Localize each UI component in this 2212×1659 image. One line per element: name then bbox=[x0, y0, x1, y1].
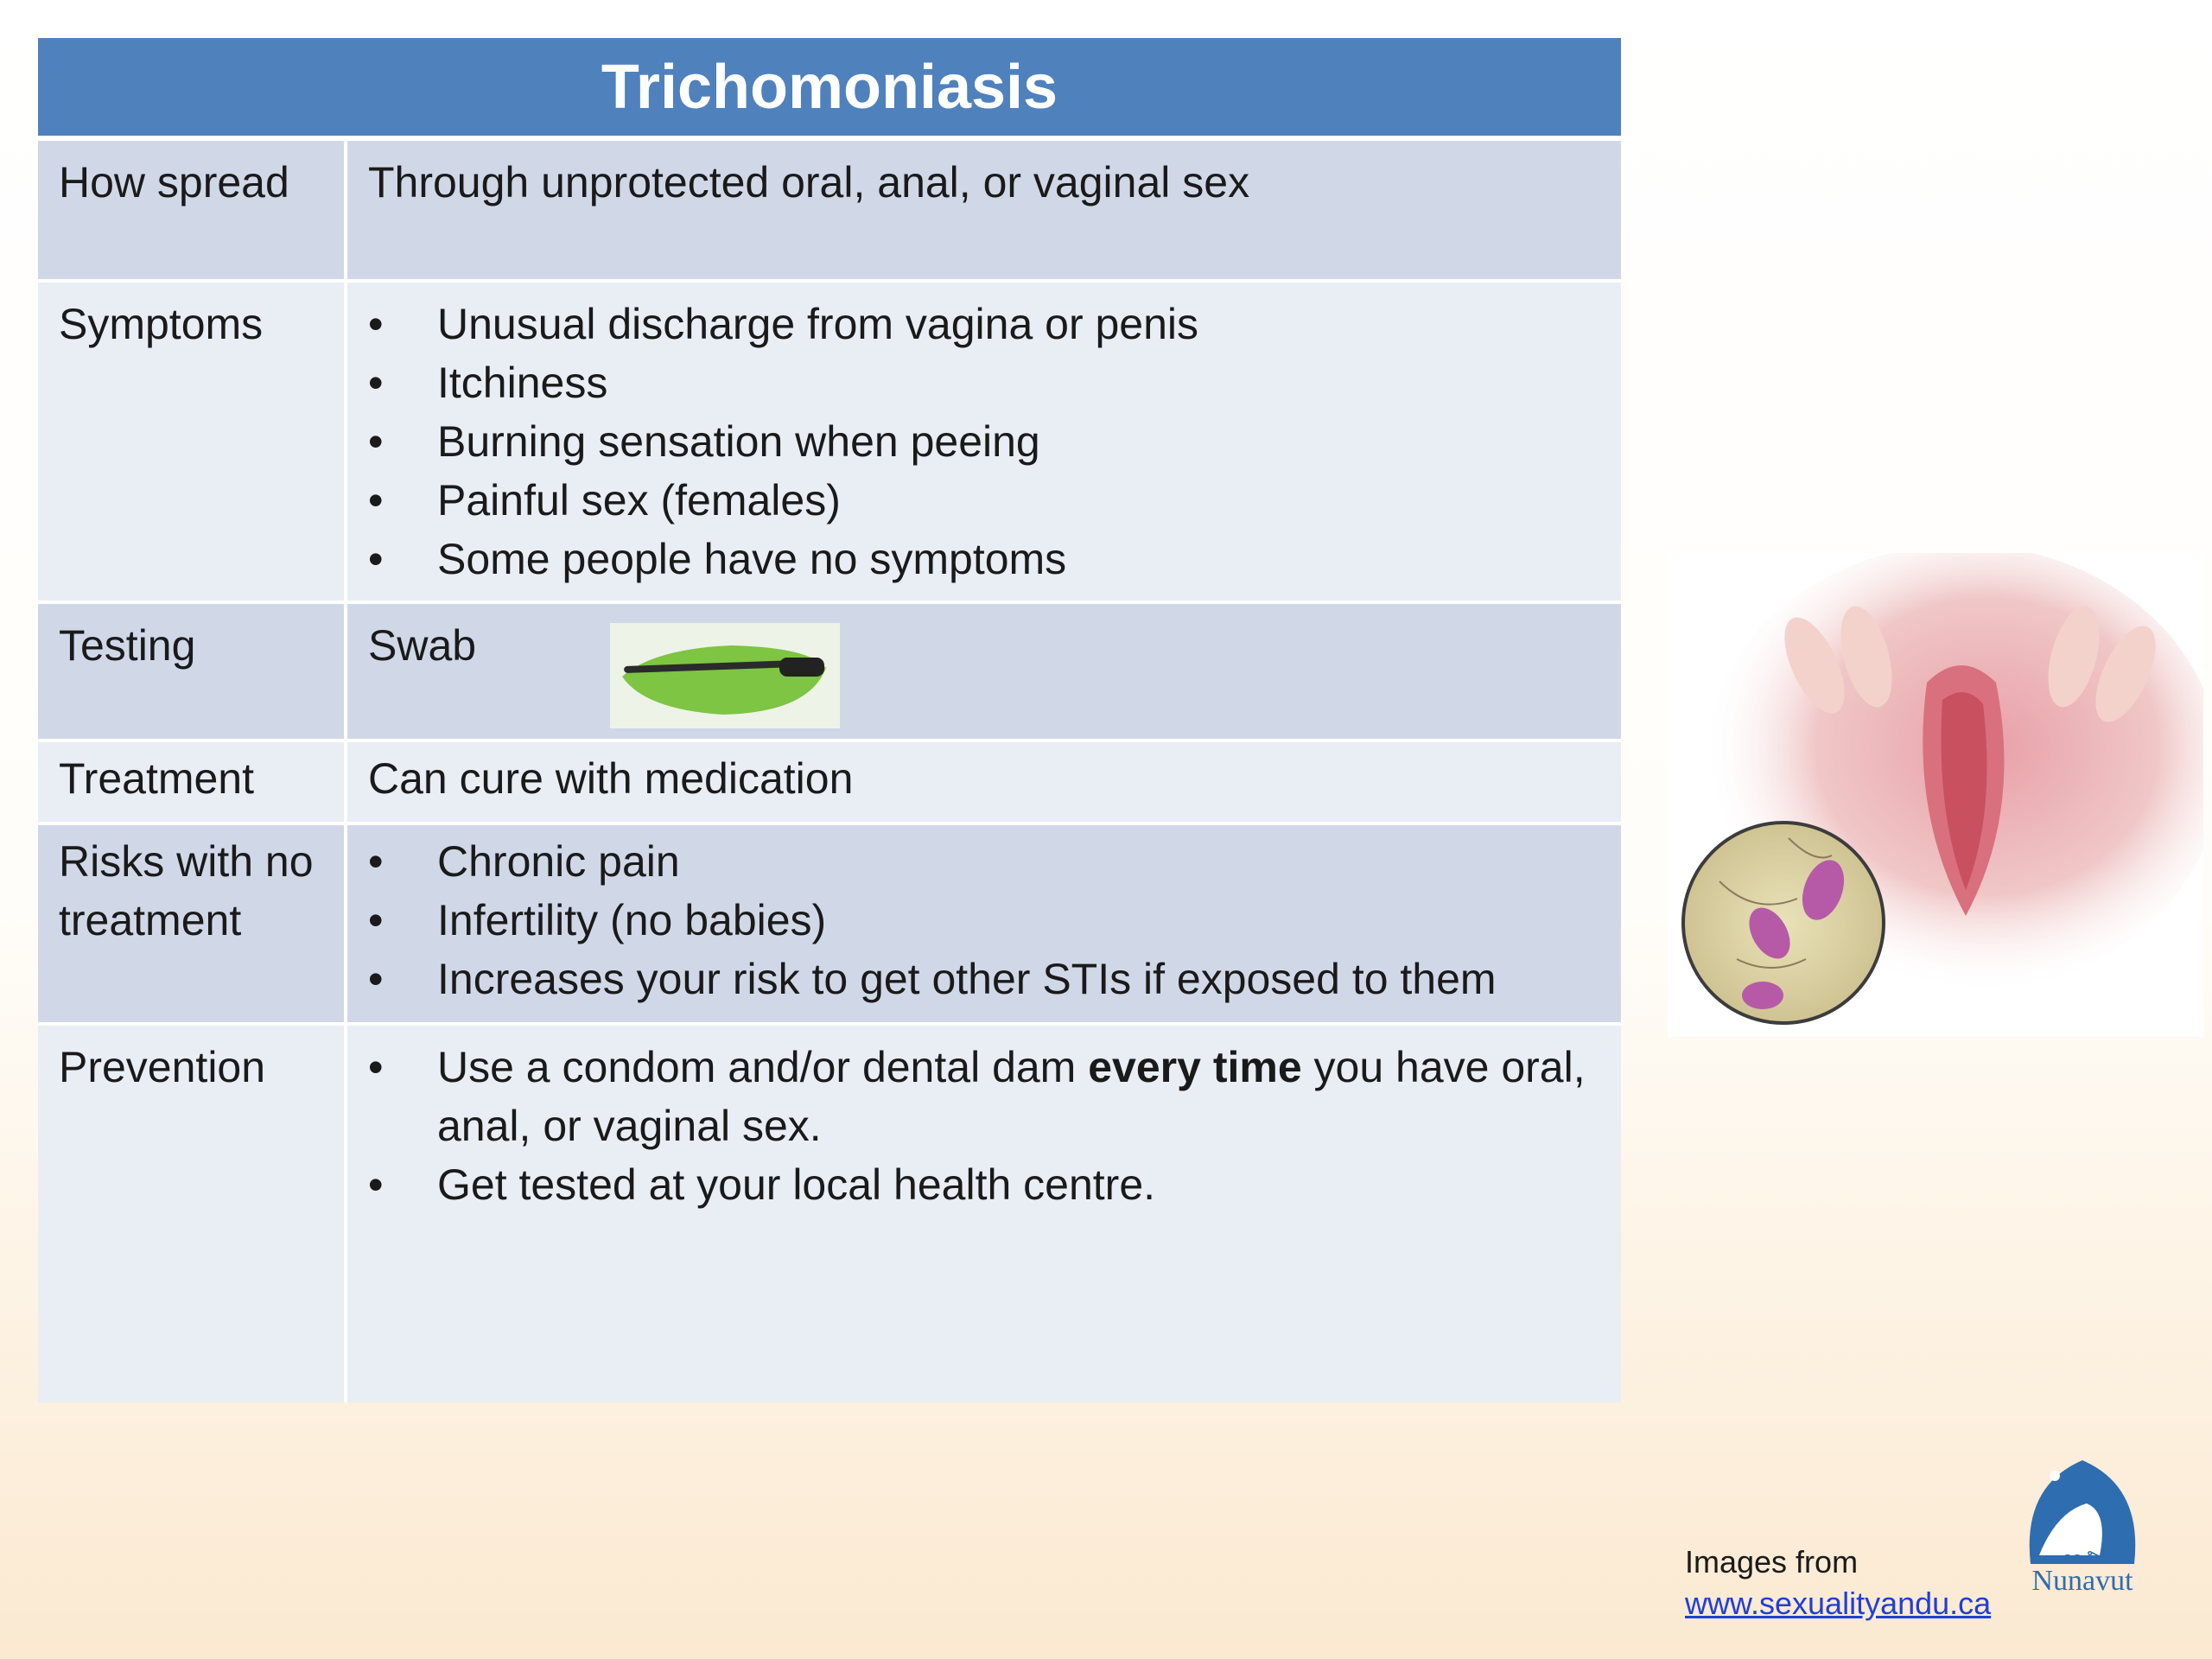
row-content bbox=[347, 604, 1621, 739]
credit-link[interactable]: www.sexualityandu.ca bbox=[1685, 1586, 1992, 1621]
row-label: Symptoms bbox=[38, 283, 347, 601]
row-content bbox=[347, 283, 1621, 601]
row-symptoms bbox=[38, 283, 1621, 604]
row-label: Prevention bbox=[38, 1026, 347, 1402]
list-item: • Itchiness bbox=[368, 353, 1621, 412]
list-item: • Painful sex (females) bbox=[368, 471, 1621, 530]
list-item: • Use a condom and/or dental dam every time you have oral, anal, or vaginal sex. bbox=[368, 1038, 1621, 1155]
anatomy-illustration bbox=[1668, 553, 2203, 1037]
credit-text: Images from bbox=[1685, 1544, 1859, 1580]
row-label: Risks with no treatment bbox=[38, 825, 347, 1022]
logo-label: Nunavut bbox=[2031, 1565, 2133, 1597]
info-table bbox=[38, 38, 1621, 1402]
row-text: Swab bbox=[368, 621, 477, 670]
row-content bbox=[347, 1026, 1621, 1402]
list-item: • Increases your risk to get other STIs if exposed to them bbox=[368, 950, 1621, 1008]
row-how-spread bbox=[38, 141, 1621, 283]
row-testing bbox=[38, 604, 1621, 742]
list-item: • Infertility (no babies) bbox=[368, 891, 1621, 950]
list-item: • Unusual discharge from vagina or penis bbox=[368, 295, 1621, 353]
list-item: • Some people have no symptoms bbox=[368, 530, 1621, 588]
logo-syllabics: ᓄᓇᕗᑦ bbox=[2057, 1548, 2107, 1567]
row-text: Through unprotected oral, anal, or vaginal sex bbox=[368, 158, 1250, 207]
row-prevention bbox=[38, 1026, 1621, 1402]
symptoms-list bbox=[368, 295, 1621, 588]
list-item: • Get tested at your local health centre. bbox=[368, 1155, 1621, 1214]
image-credit bbox=[1685, 1541, 1991, 1624]
slide-title: Trichomoniasis bbox=[38, 38, 1621, 141]
row-label: How spread bbox=[38, 141, 347, 279]
row-label: Treatment bbox=[38, 742, 347, 822]
row-text: Can cure with medication bbox=[368, 754, 854, 803]
row-risks bbox=[38, 825, 1621, 1026]
list-item: • Burning sensation when peeing bbox=[368, 412, 1621, 471]
row-label: Testing bbox=[38, 604, 347, 739]
nunavut-logo bbox=[2013, 1434, 2152, 1607]
prevention-list bbox=[368, 1038, 1621, 1214]
emphasis-text: every time bbox=[1088, 1043, 1302, 1091]
risks-list bbox=[368, 832, 1621, 1008]
list-item: • Chronic pain bbox=[368, 832, 1621, 891]
row-treatment bbox=[38, 742, 1621, 825]
swab-image bbox=[610, 623, 840, 728]
row-content bbox=[347, 825, 1621, 1022]
